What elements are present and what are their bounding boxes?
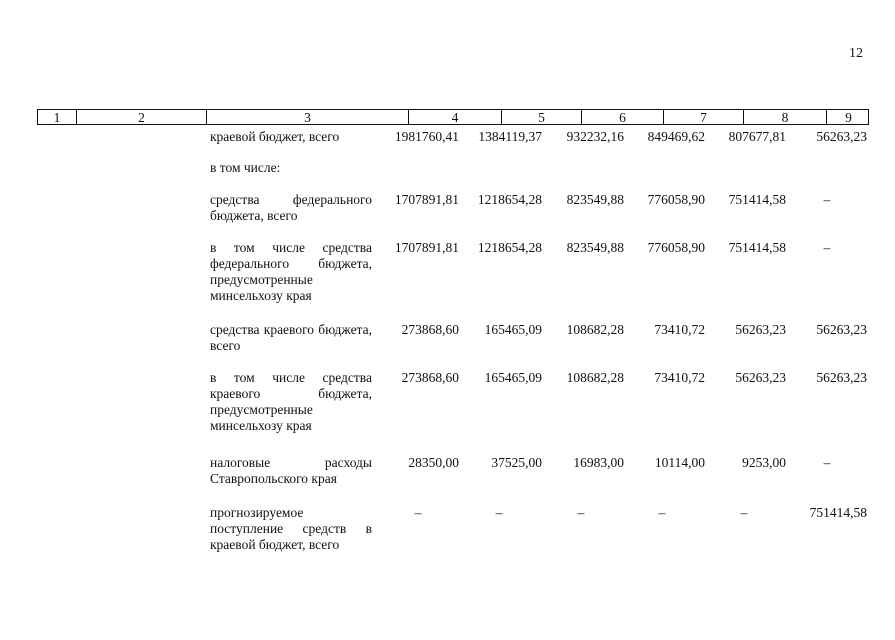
row-label: прогнозируемое поступление средств в краевой бюджет, всего bbox=[210, 505, 372, 552]
column-header-5: 5 bbox=[501, 110, 581, 124]
cell-col6: – bbox=[577, 505, 585, 520]
cell-col7: 73410,72 bbox=[654, 322, 705, 337]
cell-col5: 37525,00 bbox=[491, 455, 542, 470]
cell-col6: 932232,16 bbox=[566, 129, 624, 144]
cell-col5: 1218654,28 bbox=[477, 192, 542, 207]
cell-col8: 9253,00 bbox=[742, 455, 786, 470]
column-header-8: 8 bbox=[743, 110, 826, 124]
cell-col7: – bbox=[658, 505, 666, 520]
cell-col8: 56263,23 bbox=[735, 370, 786, 385]
cell-col6: 16983,00 bbox=[573, 455, 624, 470]
cell-col7: 73410,72 bbox=[654, 370, 705, 385]
cell-col6: 108682,28 bbox=[566, 322, 624, 337]
cell-col5: 1384119,37 bbox=[478, 129, 542, 144]
cell-col4: 1981760,41 bbox=[394, 129, 459, 144]
cell-col4: 1707891,81 bbox=[394, 192, 459, 207]
row-label: в том числе средства краевого бюджета, предусмотренные минсельхозу края bbox=[210, 370, 372, 433]
cell-col8: 56263,23 bbox=[735, 322, 786, 337]
cell-col8: 751414,58 bbox=[728, 240, 786, 255]
cell-col4: – bbox=[414, 505, 422, 520]
cell-col4: 273868,60 bbox=[401, 322, 459, 337]
column-number-header bbox=[37, 109, 869, 125]
column-header-4: 4 bbox=[408, 110, 501, 124]
cell-col9: 56263,23 bbox=[816, 322, 867, 337]
cell-col8: 807677,81 bbox=[728, 129, 786, 144]
column-header-1: 1 bbox=[53, 110, 61, 125]
column-header-6: 6 bbox=[581, 110, 663, 124]
cell-col6: 823549,88 bbox=[566, 240, 624, 255]
cell-col9: 56263,23 bbox=[816, 129, 867, 144]
cell-col9: 751414,58 bbox=[809, 505, 867, 520]
row-label: краевой бюджет, всего bbox=[210, 129, 340, 144]
column-header-7: 7 bbox=[663, 110, 743, 124]
cell-col4: 273868,60 bbox=[401, 370, 459, 385]
row-label: налоговые расходы Ставропольского края bbox=[210, 455, 372, 486]
cell-col6: 823549,88 bbox=[566, 192, 624, 207]
cell-col4: 1707891,81 bbox=[394, 240, 459, 255]
cell-col9: – bbox=[823, 192, 831, 207]
cell-col7: 10114,00 bbox=[654, 455, 705, 470]
cell-col5: 165465,09 bbox=[484, 322, 542, 337]
cell-col9: 56263,23 bbox=[816, 370, 867, 385]
cell-col7: 849469,62 bbox=[647, 129, 705, 144]
cell-col7: 776058,90 bbox=[647, 240, 705, 255]
row-label: средства федерального бюджета, всего bbox=[210, 192, 372, 223]
row-label: средства краевого бюджета, всего bbox=[210, 322, 372, 353]
column-header-9: 9 bbox=[826, 110, 870, 124]
cell-col9: – bbox=[823, 240, 831, 255]
cell-col4: 28350,00 bbox=[408, 455, 459, 470]
cell-col9: – bbox=[823, 455, 831, 470]
column-header-3: 3 bbox=[206, 110, 408, 124]
column-header-2: 2 bbox=[76, 110, 206, 124]
row-label: в том числе средства федерального бюджета, предусмотренные минсельхозу края bbox=[210, 240, 372, 303]
cell-col5: 165465,09 bbox=[484, 370, 542, 385]
cell-col7: 776058,90 bbox=[647, 192, 705, 207]
row-label: в том числе: bbox=[210, 160, 281, 175]
cell-col8: 751414,58 bbox=[728, 192, 786, 207]
cell-col6: 108682,28 bbox=[566, 370, 624, 385]
page-number: 12 bbox=[849, 46, 863, 61]
cell-col5: – bbox=[495, 505, 503, 520]
cell-col8: – bbox=[740, 505, 748, 520]
cell-col5: 1218654,28 bbox=[477, 240, 542, 255]
